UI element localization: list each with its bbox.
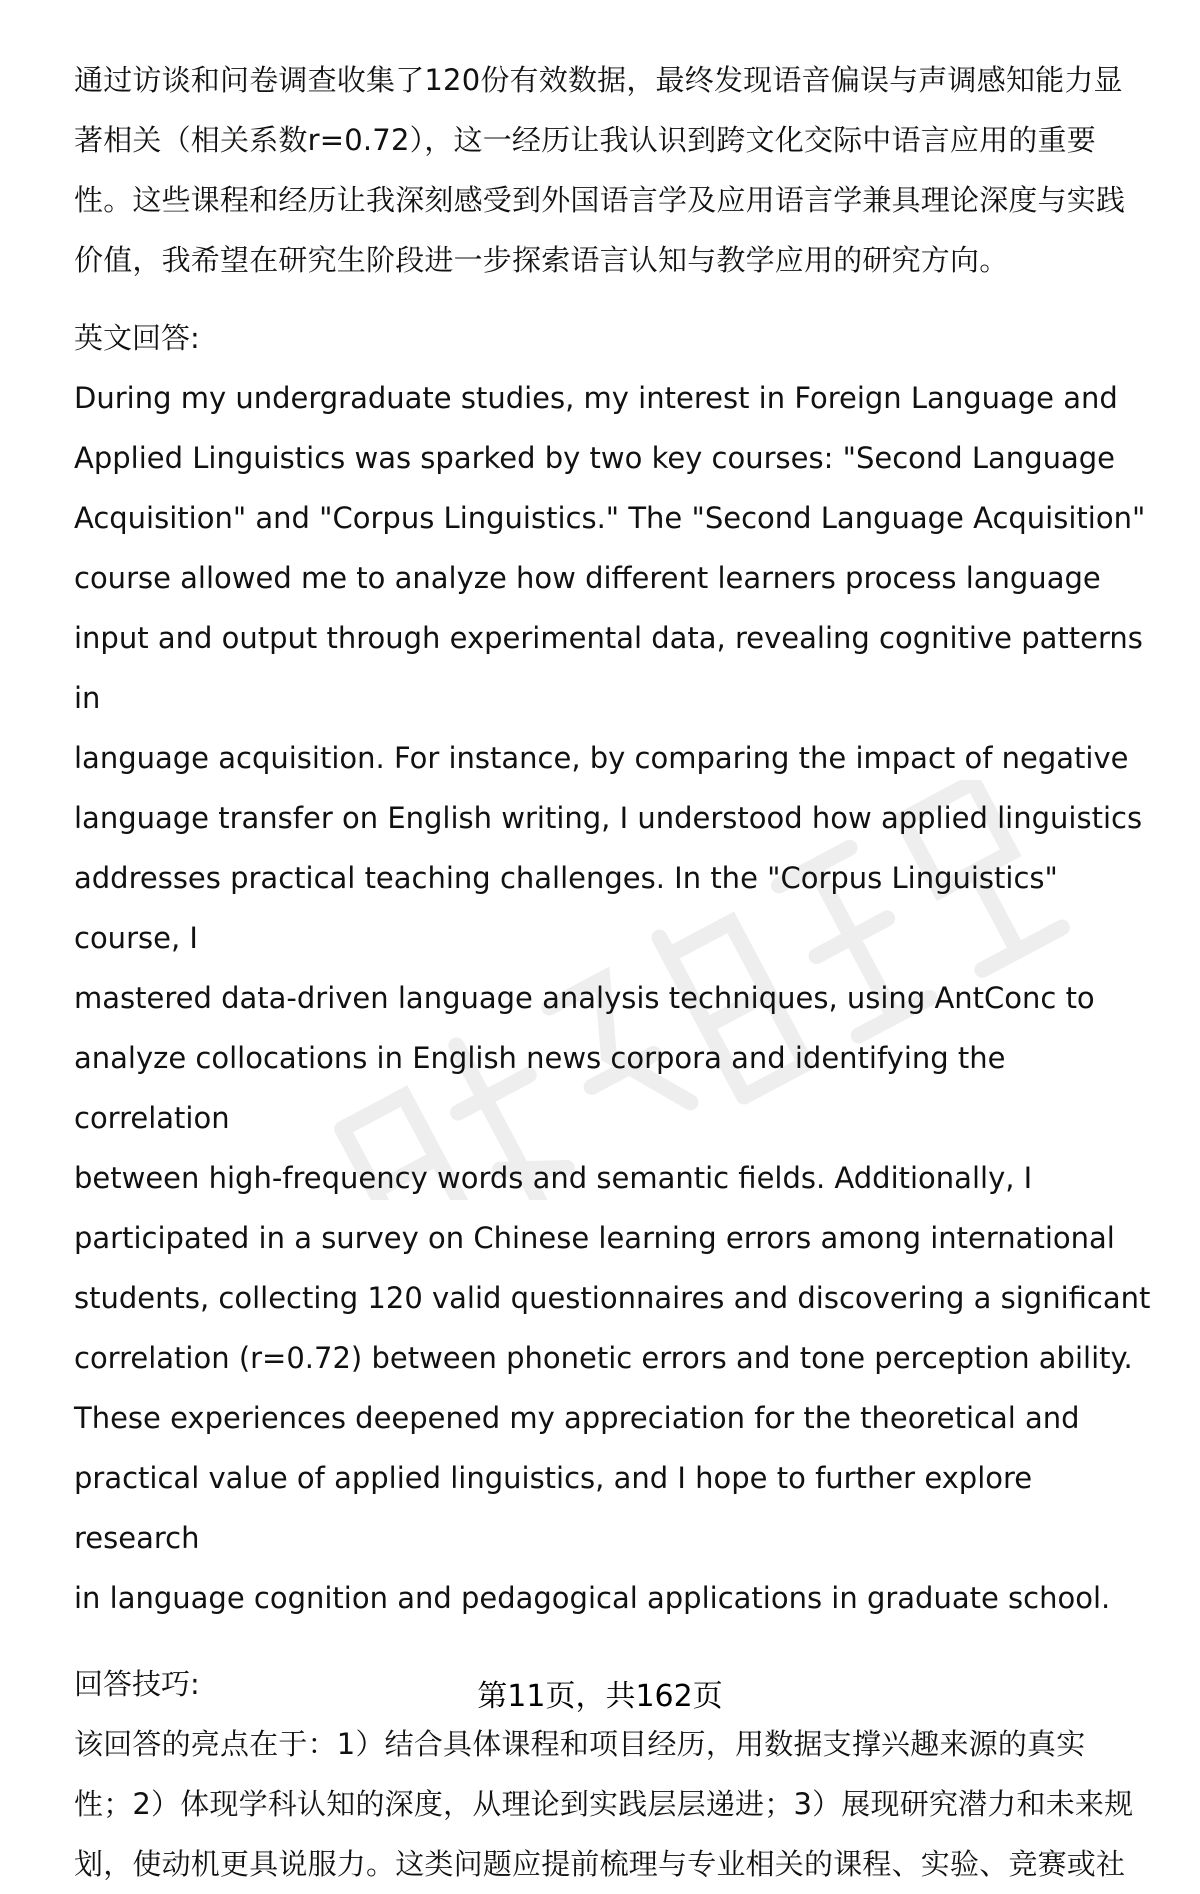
english-answer-heading: 英文回答: xyxy=(74,321,200,355)
text-line: analyze collocations in English news corpora and identifying the correlation xyxy=(74,1041,1006,1135)
text-line: 通过访谈和问卷调查收集了120份有效数据，最终发现语音偏误与声调感知能力显 xyxy=(74,63,1123,97)
text-line: between high-frequency words and semantic fields. Additionally, I xyxy=(74,1161,1033,1195)
text-line: correlation (r=0.72) between phonetic errors and tone perception ability. xyxy=(74,1341,1133,1375)
text-line: Acquisition" and "Corpus Linguistics." The "Second Language Acquisition" xyxy=(74,501,1146,535)
text-line: 性。这些课程和经历让我深刻感受到外国语言学及应用语言学兼具理论深度与实践 xyxy=(74,183,1126,217)
tips-heading: 回答技巧: xyxy=(74,1667,200,1701)
text-line: language acquisition. For instance, by comparing the impact of negative xyxy=(74,741,1129,775)
document-body xyxy=(74,50,1154,1894)
text-line: These experiences deepened my appreciation for the theoretical and xyxy=(74,1401,1080,1435)
text-line: 划，使动机更具说服力。这类问题应提前梳理与专业相关的课程、实验、竞赛或社 xyxy=(74,1847,1126,1881)
text-line: course allowed me to analyze how different learners process language xyxy=(74,561,1101,595)
tips-paragraph xyxy=(74,1714,1154,1894)
page-number-footer: 第11页，共162页 xyxy=(477,1679,723,1714)
text-line: During my undergraduate studies, my interest in Foreign Language and xyxy=(74,381,1118,415)
text-line: 性；2）体现学科认知的深度，从理论到实践层层递进；3）展现研究潜力和未来规 xyxy=(74,1787,1134,1821)
text-line: students, collecting 120 valid questionnaires and discovering a significant xyxy=(74,1281,1151,1315)
english-paragraph xyxy=(74,368,1154,1628)
text-line: Applied Linguistics was sparked by two key courses: "Second Language xyxy=(74,441,1115,475)
text-line: in language cognition and pedagogical applications in graduate school. xyxy=(74,1581,1111,1615)
intro-paragraph xyxy=(74,50,1154,290)
text-line: input and output through experimental data, revealing cognitive patterns in xyxy=(74,621,1143,715)
text-line: language transfer on English writing, I understood how applied linguistics xyxy=(74,801,1143,835)
text-line: 著相关（相关系数r=0.72），这一经历让我认识到跨文化交际中语言应用的重要 xyxy=(74,123,1096,157)
text-line: participated in a survey on Chinese learning errors among international xyxy=(74,1221,1115,1255)
text-line: 价值，我希望在研究生阶段进一步探索语言认知与教学应用的研究方向。 xyxy=(74,243,1009,277)
text-line: addresses practical teaching challenges. In the "Corpus Linguistics" course, I xyxy=(74,861,1058,955)
text-line: mastered data-driven language analysis techniques, using AntConc to xyxy=(74,981,1095,1015)
text-line: practical value of applied linguistics, and I hope to further explore research xyxy=(74,1461,1033,1555)
text-line: 该回答的亮点在于：1）结合具体课程和项目经历，用数据支撑兴趣来源的真实 xyxy=(74,1727,1086,1761)
